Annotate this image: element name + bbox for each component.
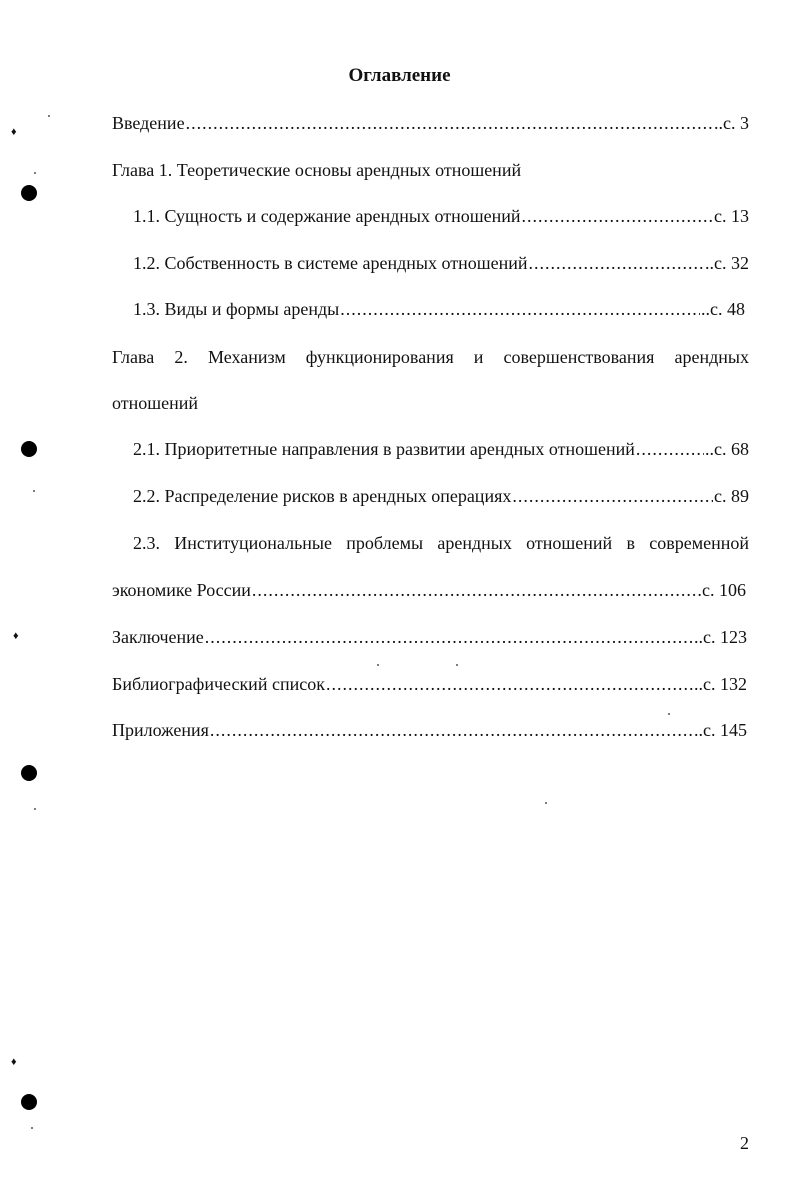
toc-entry-1-2 xyxy=(133,250,749,276)
toc-leader-dots xyxy=(326,671,693,697)
toc-entry-intro xyxy=(112,110,749,136)
scan-speck xyxy=(34,172,36,174)
toc-entry-page: с. 89 xyxy=(714,486,749,506)
toc-entry-2-3 xyxy=(112,577,746,603)
scan-speck xyxy=(545,802,547,804)
toc-leader-dots xyxy=(186,110,713,136)
toc-entry-page: ..с. 32 xyxy=(705,253,749,273)
binder-hole-icon xyxy=(21,765,37,781)
toc-entry-conclusion xyxy=(112,624,747,650)
scan-speck xyxy=(456,664,458,666)
toc-entry-1-3 xyxy=(133,296,745,322)
toc-entry-bibliography xyxy=(112,671,747,697)
toc-leader-dots xyxy=(512,483,713,509)
margin-mark-icon: ♦ xyxy=(11,1056,17,1068)
toc-entry-page: ..с. 123 xyxy=(694,627,747,647)
scan-speck xyxy=(48,115,50,117)
toc-entry-label: Заключение xyxy=(112,627,204,647)
toc-entry-label: экономике России xyxy=(112,580,251,600)
toc-entry-page: ..с. 68 xyxy=(705,439,749,459)
binder-hole-icon xyxy=(21,441,37,457)
scan-speck xyxy=(377,664,379,666)
margin-mark-icon: ♦ xyxy=(11,126,17,138)
toc-entry-label: 2.2. Распределение рисков в арендных операциях xyxy=(133,486,512,506)
toc-entry-appendix xyxy=(112,717,747,743)
toc-entry-label: 1.3. Виды и формы аренды xyxy=(133,299,340,319)
binder-hole-icon xyxy=(21,1094,37,1110)
toc-chapter-1: Глава 1. Теоретические основы арендных отношений xyxy=(112,160,522,180)
scan-speck xyxy=(33,490,35,492)
scan-speck xyxy=(34,808,36,810)
toc-entry-label: 2.1. Приоритетные направления в развитии арендных отношений xyxy=(133,439,635,459)
toc-leader-dots xyxy=(205,624,693,650)
margin-mark-icon: ♦ xyxy=(13,630,19,642)
toc-entry-page: ..с. 3 xyxy=(714,113,749,133)
toc-entry-page: ..с. 48 xyxy=(701,299,745,319)
toc-leader-dots xyxy=(636,436,704,462)
toc-leader-dots xyxy=(210,717,693,743)
toc-leader-dots xyxy=(529,250,704,276)
page-title: Оглавление xyxy=(348,65,451,86)
toc-leader-dots xyxy=(522,203,713,229)
toc-entry-label: Библиографический список xyxy=(112,674,325,694)
toc-entry-label: 1.2. Собственность в системе арендных отношений xyxy=(133,253,528,273)
toc-entry-1-1 xyxy=(133,203,749,229)
binder-hole-icon xyxy=(21,185,37,201)
toc-entry-page: с. 13 xyxy=(714,206,749,226)
toc-entry-2-3-line-1: 2.3. Институциональные проблемы арендных отношений в современной xyxy=(133,533,749,553)
toc-entry-2-2 xyxy=(133,483,749,509)
toc-entry-label: Введение xyxy=(112,113,185,133)
scan-speck xyxy=(31,1127,33,1129)
page-number: 2 xyxy=(740,1133,749,1153)
toc-entry-label: Приложения xyxy=(112,720,209,740)
scan-speck xyxy=(668,713,670,715)
toc-leader-dots xyxy=(252,577,701,603)
toc-entry-2-1 xyxy=(133,436,749,462)
toc-chapter-2-line-2: отношений xyxy=(112,393,199,413)
toc-entry-page: с. 106 xyxy=(702,580,746,600)
toc-entry-label: 1.1. Сущность и содержание арендных отношений xyxy=(133,206,521,226)
toc-entry-page: ..с. 132 xyxy=(694,674,747,694)
toc-leader-dots xyxy=(340,296,700,322)
toc-entry-page: ..с. 145 xyxy=(694,720,747,740)
toc-chapter-2-line-1: Глава 2. Механизм функционирования и совершенствования арендных xyxy=(112,347,749,367)
